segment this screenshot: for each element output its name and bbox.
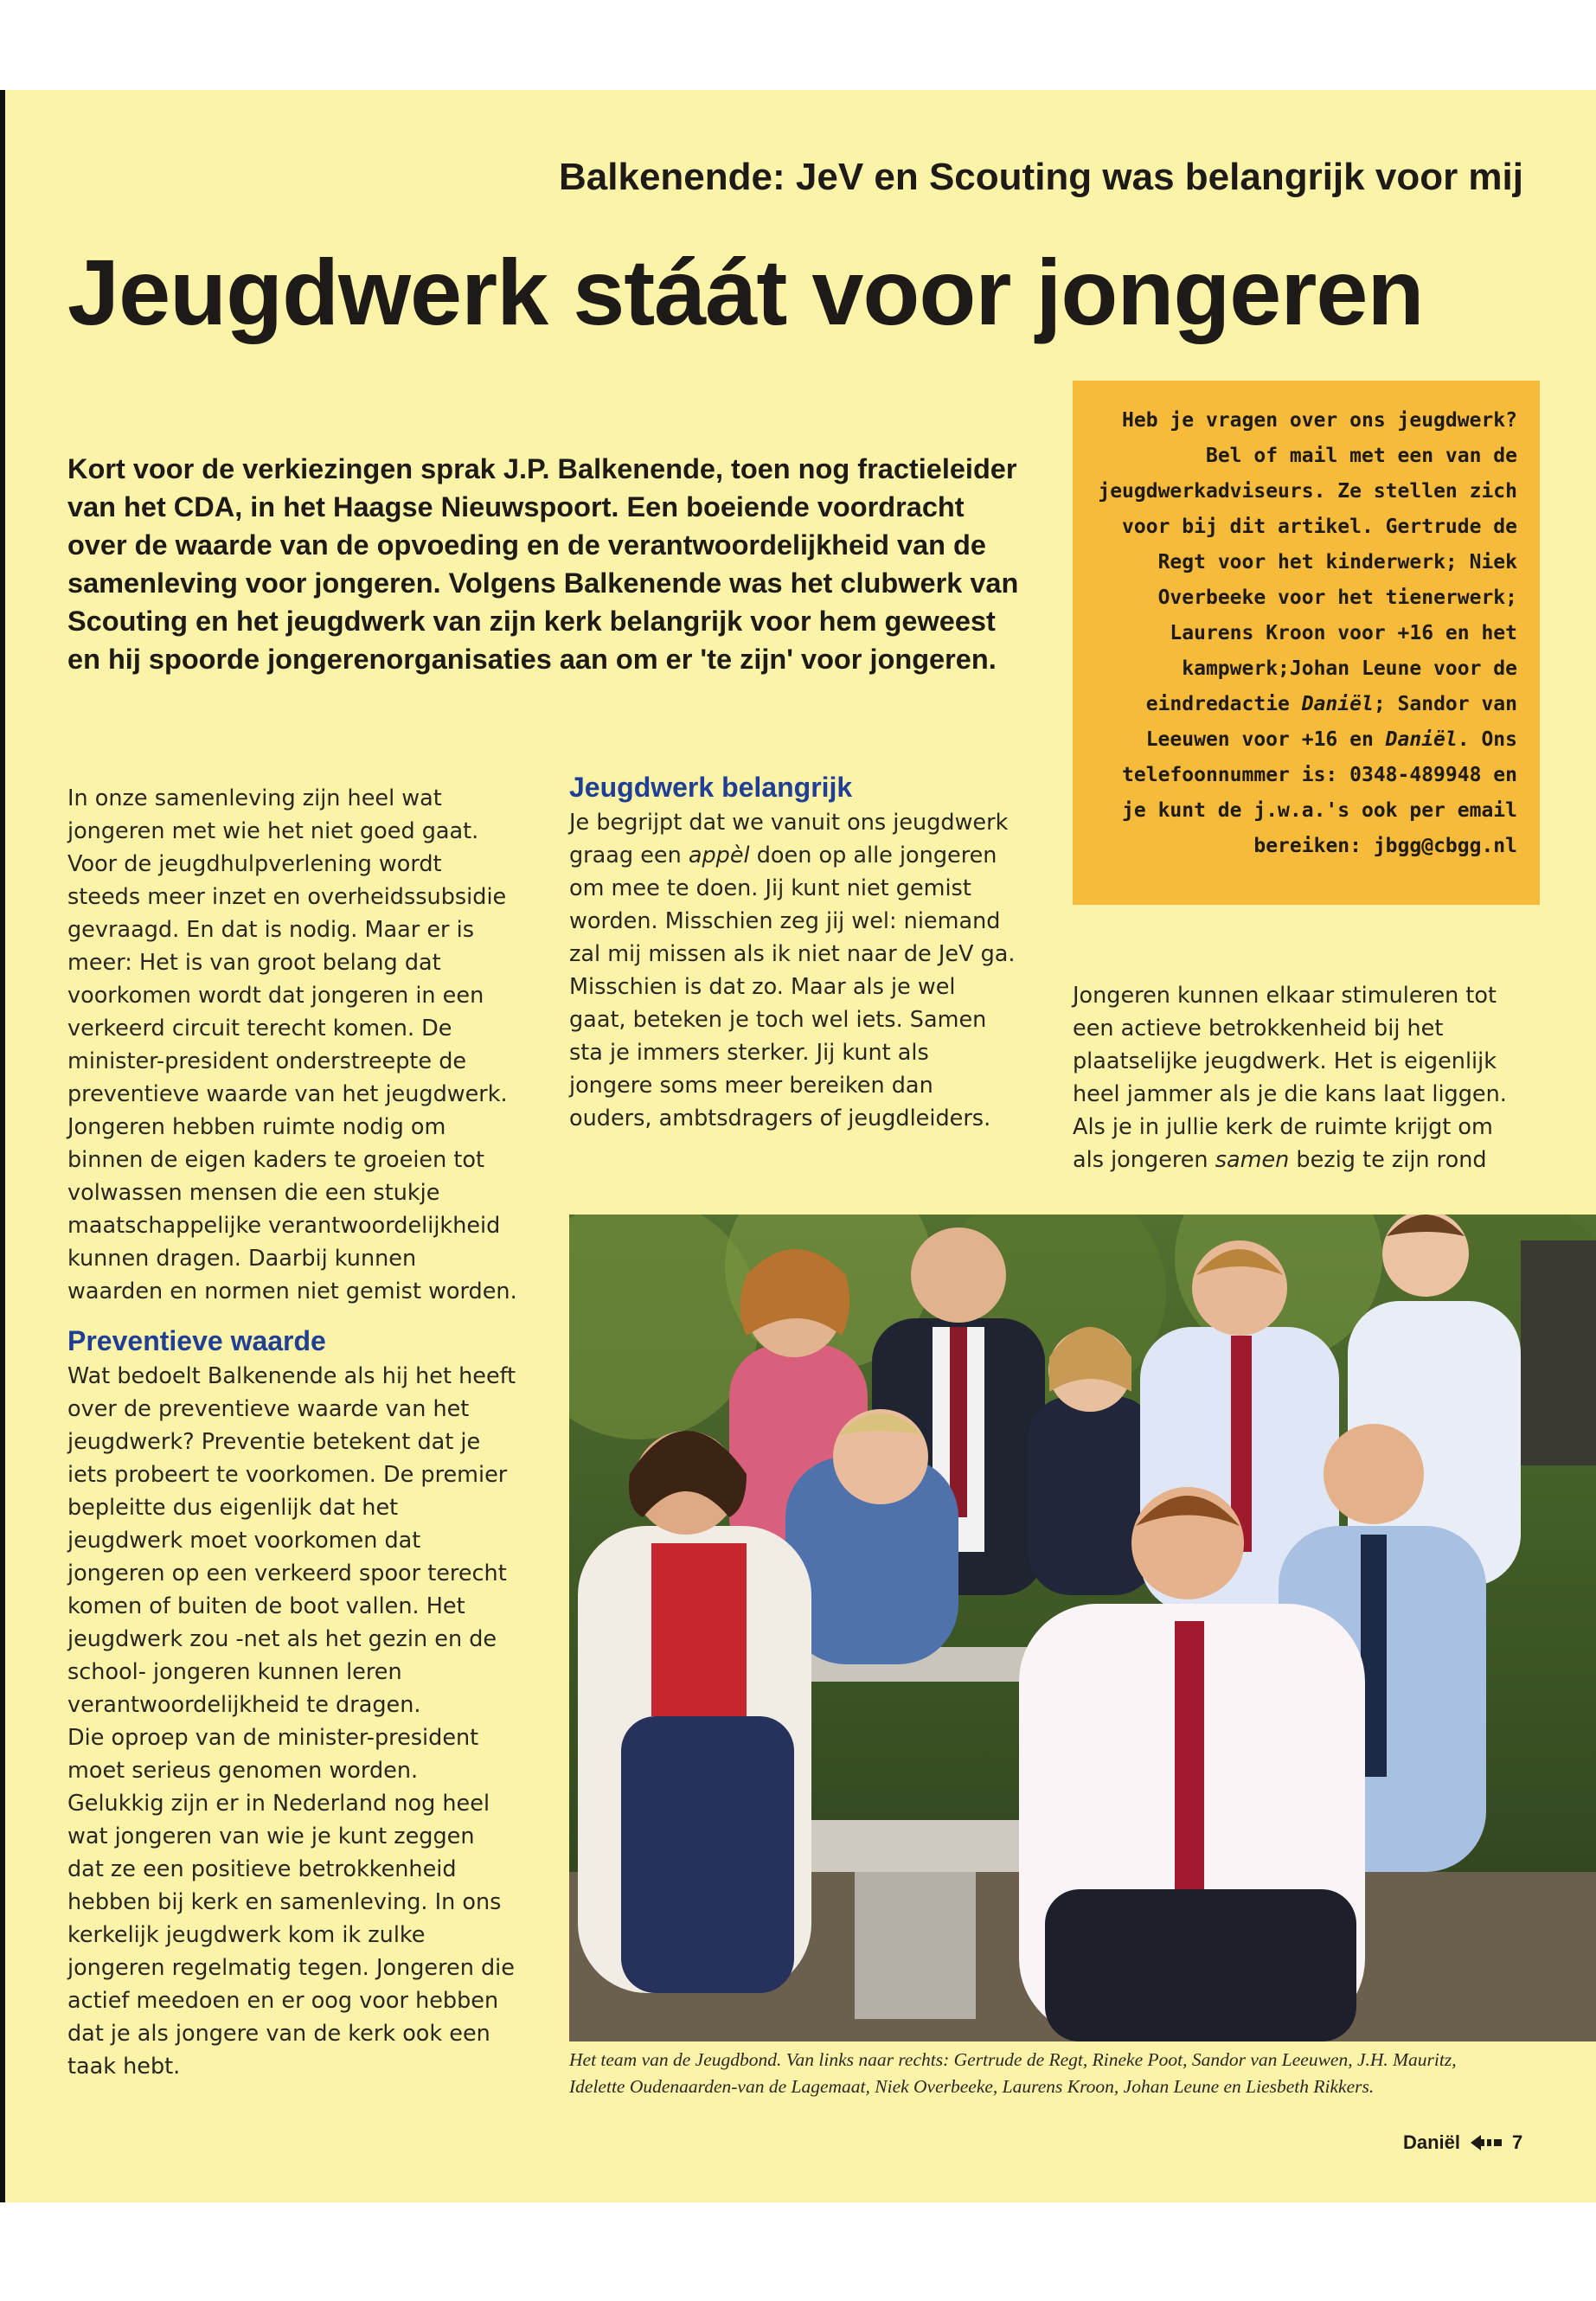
infobox-text-2: ; Sandor van Leeuwen voor +16 en xyxy=(1145,693,1517,751)
column-3-italic: samen xyxy=(1215,1147,1290,1173)
column-3 xyxy=(1073,979,1522,1176)
column-1 xyxy=(67,782,517,2083)
team-photo-illustration xyxy=(569,1215,1596,2041)
column-2-paragraph xyxy=(569,806,1019,1135)
article-kicker: Balkenende: JeV en Scouting was belangrijk voor mij xyxy=(559,156,1523,198)
photo-caption xyxy=(569,2047,1503,2100)
column-3-text-b: bezig te zijn rond xyxy=(1289,1147,1487,1173)
caption-names: Gertrude de Regt, Rineke Poot, Sandor van Leeuwen, J.H. Mauritz, Idelette Oudenaarden-van de Lagemaat, Niek Overbeeke, Laurens Kroon, Johan Leune en Liesbeth Rikkers. xyxy=(569,2049,1457,2097)
column-1-paragraph-3: Die oproep van de minister-president moet serieus genomen worden. Gelukkig zijn er in Nederland nog heel wat jongeren van wie je kunt zeggen dat ze een positieve betrokkenheid hebben bij kerk en samenleving. In ons kerkelijk jeugdwerk kom ik zulke jongeren regelmatig tegen. Jongeren die actief meedoen en er oog voor hebben dat je als jongere van de kerk ook een taak hebt. xyxy=(67,1725,515,2080)
column-1-paragraph-1: In onze samenleving zijn heel wat jongeren met wie het niet goed gaat. Voor de jeugdhulpverlening wordt steeds meer inzet en overheidssubsidie gevraagd. En dat is nodig. Maar er is meer: Het is van groot belang dat voorkomen wordt dat jongeren in een verkeerd circuit terecht komen. De minister-president onderstreepte de preventieve waarde van het jeugdwerk. Jongeren hebben ruimte nodig om binnen de eigen kaders te groeien tot volwassen mensen die een stukje maatschappelijke verantwoordelijkheid kunnen dragen. Daarbij kunnen waarden en normen niet gemist worden. xyxy=(67,785,517,1304)
team-photo xyxy=(569,1215,1596,2041)
caption-lead: Het team van de Jeugdbond. Van links naar rechts: xyxy=(569,2049,954,2070)
infobox-text-1: Heb je vragen over ons jeugdwerk? Bel of mail met een van de jeugdwerkadviseurs. Ze stellen zich voor bij dit artikel. Gertrude de Regt voor het kinderwerk; Niek Overbeeke voor het tienerwerk; Laurens Kroon voor +16 en het kampwerk;Johan Leune voor de eindredactie xyxy=(1098,409,1517,715)
section-heading-jeugdwerk-belangrijk: Jeugdwerk belangrijk xyxy=(569,772,853,803)
arrow-left-icon xyxy=(1469,2133,1503,2152)
infobox-italic-2: Daniël xyxy=(1385,728,1458,751)
column-2-text-b: doen op alle jongeren om mee te doen. Jij kunt niet gemist worden. Misschien zeg jij wel: niemand zal mij missen als ik niet naar de JeV ga. Misschien is dat zo. Maar als je wel gaat, beteken je toch wel iets. Samen sta je immers sterker. Jij kunt als jongere soms meer bereiken dan ouders, ambtsdragers of jeugdleiders. xyxy=(569,843,1016,1131)
section-heading-preventieve-waarde: Preventieve waarde xyxy=(67,1325,326,1356)
article-headline: Jeugdwerk stáát voor jongeren xyxy=(67,240,1424,344)
column-2-italic: appèl xyxy=(688,843,750,868)
infobox-text-3: . Ons telefoonnummer is: 0348-489948 en je kunt de j.w.a.'s ook per email bereiken: jbgg@cbgg.nl xyxy=(1122,728,1517,857)
infobox-italic-1: Daniël xyxy=(1301,693,1374,715)
column-3-paragraph xyxy=(1073,979,1522,1176)
contact-infobox xyxy=(1073,381,1540,905)
page-number: 7 xyxy=(1512,2131,1523,2153)
column-3-text-a: Jongeren kunnen elkaar stimuleren tot een actieve betrokkenheid bij het plaatselijke jeugdwerk. Het is eigenlijk heel jammer als je die kans laat liggen. Als je in jullie kerk de ruimte krijgt om als jongeren xyxy=(1073,983,1507,1173)
magazine-name: Daniël xyxy=(1403,2131,1461,2153)
column-1-paragraph-2: Wat bedoelt Balkenende als hij het heeft over de preventieve waarde van het jeugdwerk? Preventie betekent dat je iets probeert te voorkomen. De premier bepleitte dus eigenlijk dat het jeugdwerk moet voorkomen dat jongeren op een verkeerd spoor terecht komen of buiten de boot vallen. Het jeugdwerk zou -net als het gezin en de school- jongeren kunnen leren verantwoordelijkheid te dragen. xyxy=(67,1363,516,1718)
page-footer xyxy=(1403,2131,1522,2154)
page-edge-rule xyxy=(0,90,5,2202)
column-2-text-a: Je begrijpt dat we vanuit ons jeugdwerk graag een xyxy=(569,810,1009,868)
column-2 xyxy=(569,768,1019,1135)
article-intro: Kort voor de verkiezingen sprak J.P. Balkenende, toen nog fractieleider van het CDA, in het Haagse Nieuwspoort. Een boeiende voordracht over de waarde van de opvoeding en de verantwoordelijkheid van de samenleving voor jongeren. Volgens Balkenende was het clubwerk van Scouting en het jeugdwerk van zijn kerk belangrijk voor hem geweest en hij spoorde jongerenorganisaties aan om er 'te zijn' voor jongeren. xyxy=(67,453,1019,675)
